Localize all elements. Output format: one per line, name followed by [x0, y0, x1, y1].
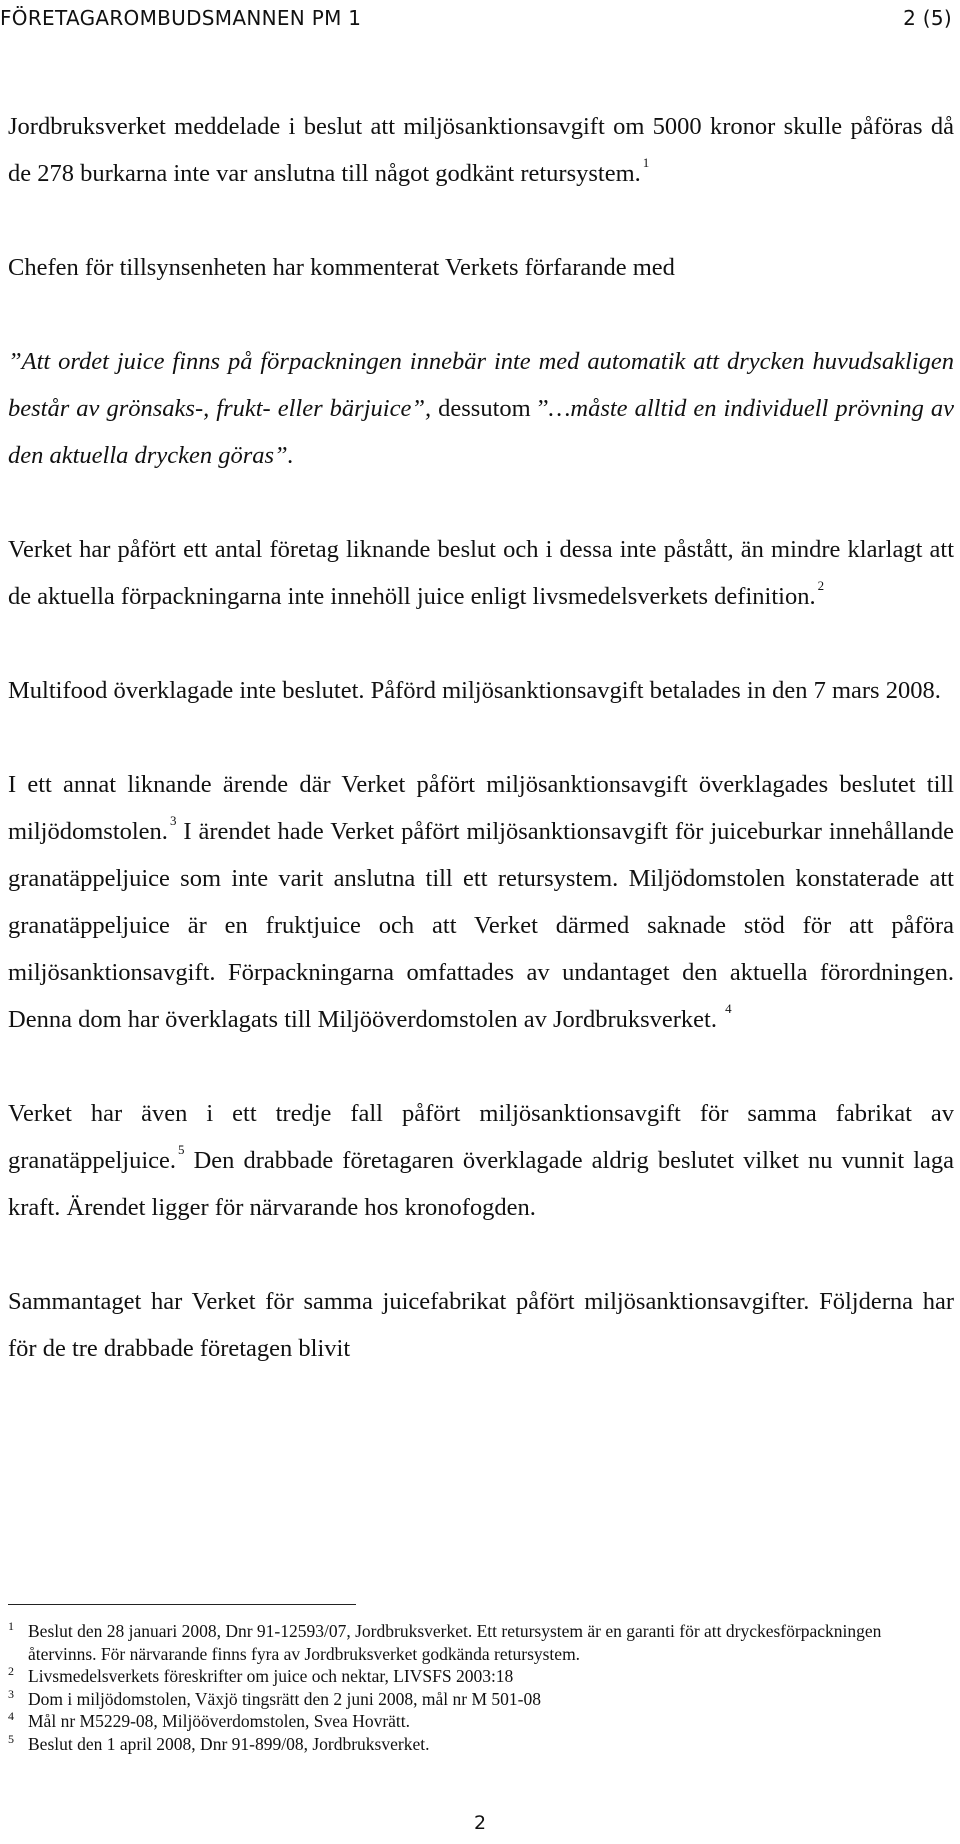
paragraph-text-a: Verket har även i ett tredje fall påfört miljösanktionsavgift för samma fabrikat av granatäppeljuice. [8, 1100, 954, 1174]
paragraph-8 [8, 1278, 954, 1372]
paragraph-5 [8, 667, 954, 714]
footnote-ref-4: 4 [725, 1000, 732, 1016]
paragraph-text: Multifood överklagade inte beslutet. Påförd miljösanktionsavgift betalades in den 7 mars 2008. [8, 677, 941, 704]
quote-connector: dessutom ” [431, 395, 549, 422]
footnote-text: Dom i miljödomstolen, Växjö tingsrätt den 2 juni 2008, mål nr M 501-08 [28, 1688, 541, 1709]
paragraph-6 [8, 761, 954, 1043]
footnote-4 [8, 1710, 954, 1733]
page-header [0, 0, 960, 38]
page-number: 2 [473, 1812, 487, 1834]
footnote-divider [8, 1604, 356, 1605]
footnote-text: Mål nr M5229-08, Miljööverdomstolen, Svea Hovrätt. [28, 1711, 411, 1731]
footnote-ref-5: 5 [178, 1141, 185, 1157]
paragraph-7 [8, 1090, 954, 1231]
paragraph-text-b: Den drabbade företagaren överklagade aldrig beslutet vilket nu vunnit laga kraft. Ärendet ligger för närvarande hos kronofogden. [8, 1147, 954, 1221]
footnote-2 [8, 1665, 954, 1688]
footnotes [8, 1620, 954, 1755]
quote-text-a: ”Att ordet juice finns på förpackningen innebär inte med automatik att drycken huvudsakligen består av grönsaks-, frukt- eller bärjuice”, [8, 348, 954, 422]
paragraph-text: Jordbruksverket meddelade i beslut att miljösanktionsavgift om 5000 kronor skulle påföras då de 278 burkarna inte var anslutna till något godkänt retursystem. [8, 113, 954, 187]
footnote-text: Livsmedelsverkets föreskrifter om juice och nektar, LIVSFS 2003:18 [28, 1666, 514, 1686]
paragraph-text-a: I ett annat liknande ärende där Verket påfört miljösanktionsavgift överklagades beslutet till miljödomstolen. [8, 771, 954, 845]
header-title: FÖRETAGAROMBUDSMANNEN PM 1 [0, 6, 362, 30]
footnote-number: 4 [8, 1709, 14, 1723]
paragraph-text: Verket har påfört ett antal företag liknande beslut och i dessa inte påstått, än mindre klarlagt att de aktuella förpackningarna inte innehöll juice enligt livsmedelsverkets definition. [8, 536, 954, 610]
header-page-label: 2 (5) [903, 6, 952, 30]
paragraph-3-quote [8, 338, 954, 479]
footnote-text: Beslut den 1 april 2008, Dnr 91-899/08, Jordbruksverket. [28, 1733, 430, 1754]
footnote-number: 5 [8, 1731, 14, 1746]
quote-text-b: …måste alltid en individuell prövning av den aktuella drycken göras”. [8, 395, 954, 469]
footnote-number: 1 [8, 1619, 14, 1633]
paragraph-text-b: I ärendet hade Verket påfört miljösanktionsavgift för juiceburkar innehållande granatäppeljuice som inte varit anslutna till ett retursystem. Miljödomstolen konstaterade att granatäppeljuice är en fruktjuice och att Verket därmed saknade stöd för att påföra miljösanktionsavgift. Förpackningarna omfattades av undantaget den aktuella förordningen. Denna dom har överklagats till Miljööverdomstolen av Jordbruksverket. [8, 818, 954, 1033]
paragraph-text: Sammantaget har Verket för samma juicefabrikat påfört miljösanktionsavgifter. Följderna har för de tre drabbade företagen blivit [8, 1288, 954, 1362]
footnote-text: Beslut den 28 januari 2008, Dnr 91-12593/07, Jordbruksverket. Ett retursystem är en garanti för att dryckesförpackningen återvinns. För närvarande finns fyra av Jordbruksverket godkända retursystem. [28, 1621, 882, 1664]
footnote-number: 3 [8, 1686, 14, 1701]
paragraph-text: Chefen för tillsynsenheten har kommenterat Verkets förfarande med [8, 254, 675, 281]
body-text [8, 103, 954, 1372]
paragraph-1 [8, 103, 954, 197]
footnote-ref-1: 1 [642, 154, 650, 170]
footnote-ref-2: 2 [817, 577, 825, 593]
paragraph-2 [8, 244, 954, 291]
footnote-5 [8, 1733, 954, 1756]
footnote-3 [8, 1688, 954, 1711]
paragraph-4 [8, 526, 954, 620]
footnote-1 [8, 1620, 954, 1665]
footnote-ref-3: 3 [169, 812, 177, 828]
footnote-number: 2 [8, 1664, 14, 1678]
